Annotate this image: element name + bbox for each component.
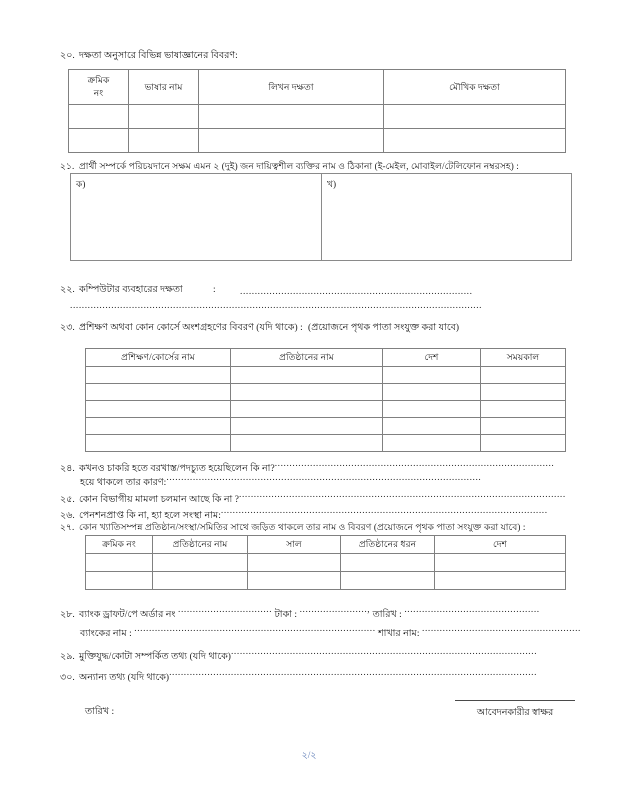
training-cell-institution[interactable] [231, 384, 383, 401]
question-30-answer-field[interactable]: ............................................................................................................................. [169, 668, 538, 678]
language-cell-writing[interactable] [199, 105, 384, 129]
training-cell-country[interactable] [383, 401, 481, 418]
language-cell-serial[interactable] [69, 105, 129, 129]
reference-person-a-label: ক) [76, 179, 86, 189]
training-cell-duration[interactable] [481, 418, 566, 435]
question-28-amount-label: টাকা : [274, 610, 298, 620]
table-row[interactable] [69, 129, 566, 153]
question-22-colon: : [213, 285, 216, 295]
table-row[interactable] [86, 384, 566, 401]
question-24-number: ২৪. [60, 464, 75, 474]
language-cell-language[interactable] [129, 129, 199, 153]
language-cell-oral[interactable] [384, 129, 566, 153]
question-25-number: ২৫. [60, 495, 75, 505]
question-20 [60, 50, 238, 63]
reference-persons-box [70, 173, 572, 261]
organization-cell-serial[interactable] [86, 554, 153, 572]
question-29 [60, 646, 537, 664]
table-row[interactable] [86, 572, 566, 590]
question-28-bank-name-field[interactable]: .................................................................................. [134, 624, 376, 634]
organization-table-header-type: প্রতিষ্ঠানের ধরন [341, 536, 435, 554]
training-table-header-course: প্রশিক্ষণ/কোর্সের নাম [86, 349, 231, 367]
question-22-answer-field-line2[interactable]: ............................................................................................................................................ [70, 301, 483, 311]
table-row[interactable] [86, 367, 566, 384]
reference-person-b[interactable] [321, 174, 571, 260]
date-label: তারিখ : [85, 707, 115, 717]
language-cell-language[interactable] [129, 105, 199, 129]
training-cell-course[interactable] [86, 384, 231, 401]
organization-table[interactable] [85, 535, 566, 590]
question-24-reason-field[interactable]: ........................................................................................................... [166, 473, 482, 483]
training-table-header-duration: সময়কাল [481, 349, 566, 367]
training-cell-duration[interactable] [481, 384, 566, 401]
organization-table-header-serial: ক্রমিক নং [86, 536, 153, 554]
question-27 [60, 521, 525, 534]
training-table-header-country: দেশ [383, 349, 481, 367]
reference-person-b-label: খ) [327, 179, 337, 189]
question-28-date-label: তারিখ : [372, 610, 402, 620]
organization-cell-institution[interactable] [153, 572, 248, 590]
question-27-label: কোন খ্যাতিসম্পন্ন প্রতিষ্ঠান/সংস্থা/সমিতির সাথে জড়িত থাকলে তার নাম ও বিবরণ (প্রয়োজনে পৃথক পাতা সংযুক্ত করা যাবে) : [79, 522, 526, 532]
training-cell-institution[interactable] [231, 418, 383, 435]
training-cell-course[interactable] [86, 401, 231, 418]
organization-cell-year[interactable] [248, 572, 341, 590]
organization-cell-institution[interactable] [153, 554, 248, 572]
question-28-bank [80, 623, 581, 641]
question-27-number: ২৭. [60, 522, 75, 532]
question-20-label: দক্ষতা অনুসারে বিভিন্ন ভাষাজ্ঞানের বিবরণ: [79, 51, 238, 61]
question-29-label: মুক্তিযুদ্ধ/কোটা সম্পর্কিত তথ্য (যদি থাকে) [79, 652, 231, 662]
training-cell-institution[interactable] [231, 367, 383, 384]
question-24-label: কখনও চাকরি হতে বরখাস্ত/পদচ্যুত হয়েছিলেন কি না? [79, 464, 275, 474]
organization-cell-type[interactable] [341, 554, 435, 572]
organization-cell-serial[interactable] [86, 572, 153, 590]
organization-table-header-year: সাল [248, 536, 341, 554]
training-cell-institution[interactable] [231, 401, 383, 418]
training-cell-country[interactable] [383, 435, 481, 452]
question-28-branch-name-label: শাখার নাম: [378, 629, 420, 639]
question-26-answer-field[interactable]: ............................................................................................................... [220, 506, 548, 516]
language-table-header-row [69, 70, 566, 105]
language-table-header-serial-line2: নং [93, 88, 104, 98]
language-table-header-serial [69, 70, 129, 105]
training-cell-duration[interactable] [481, 367, 566, 384]
question-24-reason-label: হয়ে থাকলে তার কারণ: [80, 478, 167, 488]
training-cell-duration[interactable] [481, 435, 566, 452]
signature-line [455, 700, 575, 701]
question-30-number: ৩০. [60, 673, 75, 683]
question-22 [60, 284, 183, 297]
organization-cell-country[interactable] [435, 572, 566, 590]
question-22-answer-field-line1[interactable]: ............................................................................... [240, 287, 473, 297]
language-table-header-serial-line1: ক্রমিক [87, 75, 110, 85]
question-28-bank-name-label: ব্যাংকের নাম : [80, 629, 132, 639]
table-row[interactable] [69, 105, 566, 129]
question-30-label: অন্যান্য তথ্য (যদি থাকে) [79, 673, 170, 683]
signature-label: আবেদনকারীর স্বাক্ষর [476, 708, 554, 718]
question-28-label: ব্যাংক ড্রাফট/পে অর্ডার নং [79, 610, 176, 620]
question-28-date-field[interactable]: .............................................. [404, 605, 540, 615]
language-table-header-language: ভাষার নাম [129, 70, 199, 105]
training-cell-course[interactable] [86, 418, 231, 435]
table-row[interactable] [86, 401, 566, 418]
training-cell-country[interactable] [383, 418, 481, 435]
question-25-label: কোন বিভাগীয় মামলা চলমান আছে কি না ? [79, 495, 240, 505]
training-cell-institution[interactable] [231, 435, 383, 452]
organization-cell-year[interactable] [248, 554, 341, 572]
training-cell-course[interactable] [86, 367, 231, 384]
question-26-number: ২৬. [60, 511, 75, 521]
question-23-label: প্রশিক্ষণ অথবা কোন কোর্সে অংশগ্রহণের বিবরণ (যদি থাকে) : [79, 323, 303, 333]
question-24-reason [80, 472, 481, 490]
question-23 [60, 322, 303, 335]
question-22-number: ২২. [60, 285, 75, 295]
table-row[interactable] [86, 554, 566, 572]
page-number: ২/২ [301, 751, 317, 761]
question-21-number: ২১. [60, 161, 75, 171]
reference-person-a[interactable] [71, 174, 321, 260]
language-cell-serial[interactable] [69, 129, 129, 153]
training-cell-duration[interactable] [481, 401, 566, 418]
organization-table-header-row [86, 536, 566, 554]
question-23-number: ২৩. [60, 323, 75, 333]
training-cell-course[interactable] [86, 435, 231, 452]
organization-cell-type[interactable] [341, 572, 435, 590]
training-table[interactable] [85, 348, 566, 452]
training-table-header-institution: প্রতিষ্ঠানের নাম [231, 349, 383, 367]
language-table[interactable] [68, 69, 566, 153]
question-21 [60, 160, 519, 173]
question-30 [60, 667, 537, 685]
question-29-number: ২৯. [60, 652, 75, 662]
question-28-branch-name-field[interactable]: ...................................................... [422, 624, 581, 634]
question-29-answer-field[interactable]: ........................................................................................................ [230, 647, 538, 657]
question-26-label: পেনশনপ্রাপ্ত কি না, হ্যা হলে সংস্থা নাম: [79, 511, 221, 521]
table-row[interactable] [86, 418, 566, 435]
question-25-answer-field[interactable]: ............................................................................................................... [239, 490, 566, 500]
table-row[interactable] [86, 435, 566, 452]
organization-cell-country[interactable] [435, 554, 566, 572]
training-cell-country[interactable] [383, 367, 481, 384]
question-28 [60, 604, 540, 622]
question-21-label: প্রার্থী সম্পর্কে পরিচয়দানে সক্ষম এমন ২ (দুই) জন দায়িত্বশীল ব্যক্তির নাম ও ঠিকানা (ই-মেইল, মোবাইল/টেলিফোন নম্বরসহ) : [79, 161, 519, 171]
language-table-header-writing: লিখন দক্ষতা [199, 70, 384, 105]
training-table-header-row [86, 349, 566, 367]
training-cell-country[interactable] [383, 384, 481, 401]
language-cell-writing[interactable] [199, 129, 384, 153]
organization-table-header-institution: প্রতিষ্ঠানের নাম [153, 536, 248, 554]
question-24-answer-field[interactable]: ............................................................................................... [274, 459, 555, 469]
question-20-number: ২০. [60, 51, 75, 61]
question-28-number: ২৮. [60, 610, 75, 620]
language-table-header-oral: মৌখিক দক্ষতা [384, 70, 566, 105]
question-22-label: কম্পিউটার ব্যবহারের দক্ষতা [79, 285, 183, 295]
question-28-draft-number-field[interactable]: ................................ [178, 605, 273, 615]
language-cell-oral[interactable] [384, 105, 566, 129]
question-28-amount-field[interactable]: ......................., [299, 605, 371, 615]
organization-table-header-country: দেশ [435, 536, 566, 554]
question-23-note: (প্রয়োজনে পৃথক পাতা সংযুক্ত করা যাবে) [308, 323, 460, 333]
